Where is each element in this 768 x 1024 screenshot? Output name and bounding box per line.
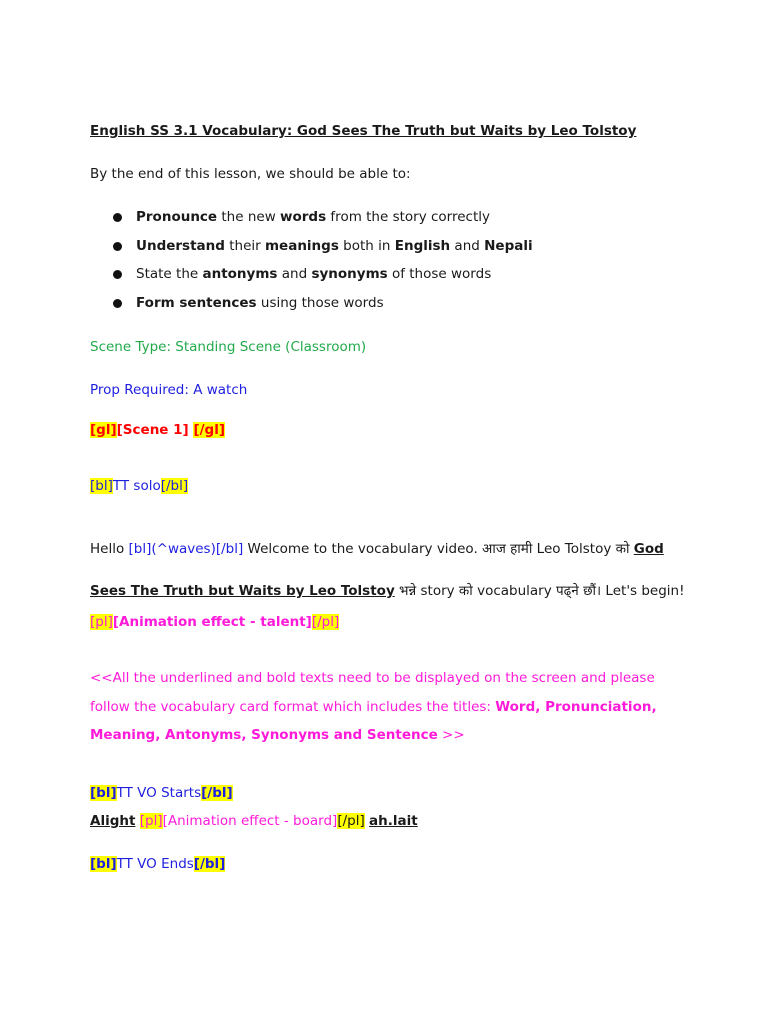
pl-close-tag: [/pl] bbox=[311, 614, 340, 630]
lesson-goals-list bbox=[90, 208, 533, 323]
goal-item: Pronounce the new words from the story correctly bbox=[90, 208, 533, 237]
scene-type: Scene Type: Standing Scene (Classroom) bbox=[90, 339, 367, 355]
bl-open-tag: [bl] bbox=[90, 478, 113, 494]
waves-tag: [bl](^waves)[/bl] bbox=[128, 541, 244, 557]
goal-item: Form sentences using those words bbox=[90, 294, 533, 323]
vo-start-line: [bl]TT VO Starts[/bl] bbox=[90, 785, 233, 801]
pl-open-tag: [pl] bbox=[90, 614, 113, 630]
document-title: English SS 3.1 Vocabulary: God Sees The Truth but Waits by Leo Tolstoy bbox=[90, 123, 637, 139]
hello-line-2: Sees The Truth but Waits by Leo Tolstoy भन्ने story को vocabulary पढ्ने छौं। Let's begin! bbox=[90, 583, 685, 599]
instruction-note: <<All the underlined and bold texts need to be displayed on the screen and please follow the vocabulary card format which includes the titles: Word, Pronunciation, Meaning, Antonyms, Synonyms and Sentence >> bbox=[90, 670, 657, 743]
scene-label: [Scene 1] bbox=[116, 422, 189, 438]
pronunciation: ah.lait bbox=[369, 813, 418, 829]
vo-end-line: [bl]TT VO Ends[/bl] bbox=[90, 856, 226, 872]
tt-solo-text: TT solo bbox=[112, 478, 161, 494]
goal-item: Understand their meanings both in English and Nepali bbox=[90, 237, 533, 266]
intro-text: By the end of this lesson, we should be able to: bbox=[90, 166, 411, 182]
vocab-word: Alight bbox=[90, 813, 136, 829]
animation-talent-line: [pl][Animation effect - talent][/pl] bbox=[90, 614, 340, 630]
god-underlined: God bbox=[633, 541, 664, 557]
bl-close-tag: [/bl] bbox=[160, 478, 189, 494]
goal-item: State the antonyms and synonyms of those words bbox=[90, 265, 533, 294]
story-title-underlined: Sees The Truth but Waits by Leo Tolstoy bbox=[90, 583, 395, 599]
vocab-word-line: Alight [pl][Animation effect - board][/pl] ah.lait bbox=[90, 813, 418, 829]
hello-line-1: Hello [bl](^waves)[/bl] Welcome to the vocabulary video. आज हामी Leo Tolstoy को God bbox=[90, 541, 664, 557]
gl-open-tag: [gl] bbox=[90, 422, 117, 438]
scene-tag bbox=[90, 421, 225, 439]
prop-required: Prop Required: A watch bbox=[90, 382, 248, 398]
tt-solo-line bbox=[90, 477, 188, 495]
gl-close-tag: [/gl] bbox=[193, 422, 225, 438]
